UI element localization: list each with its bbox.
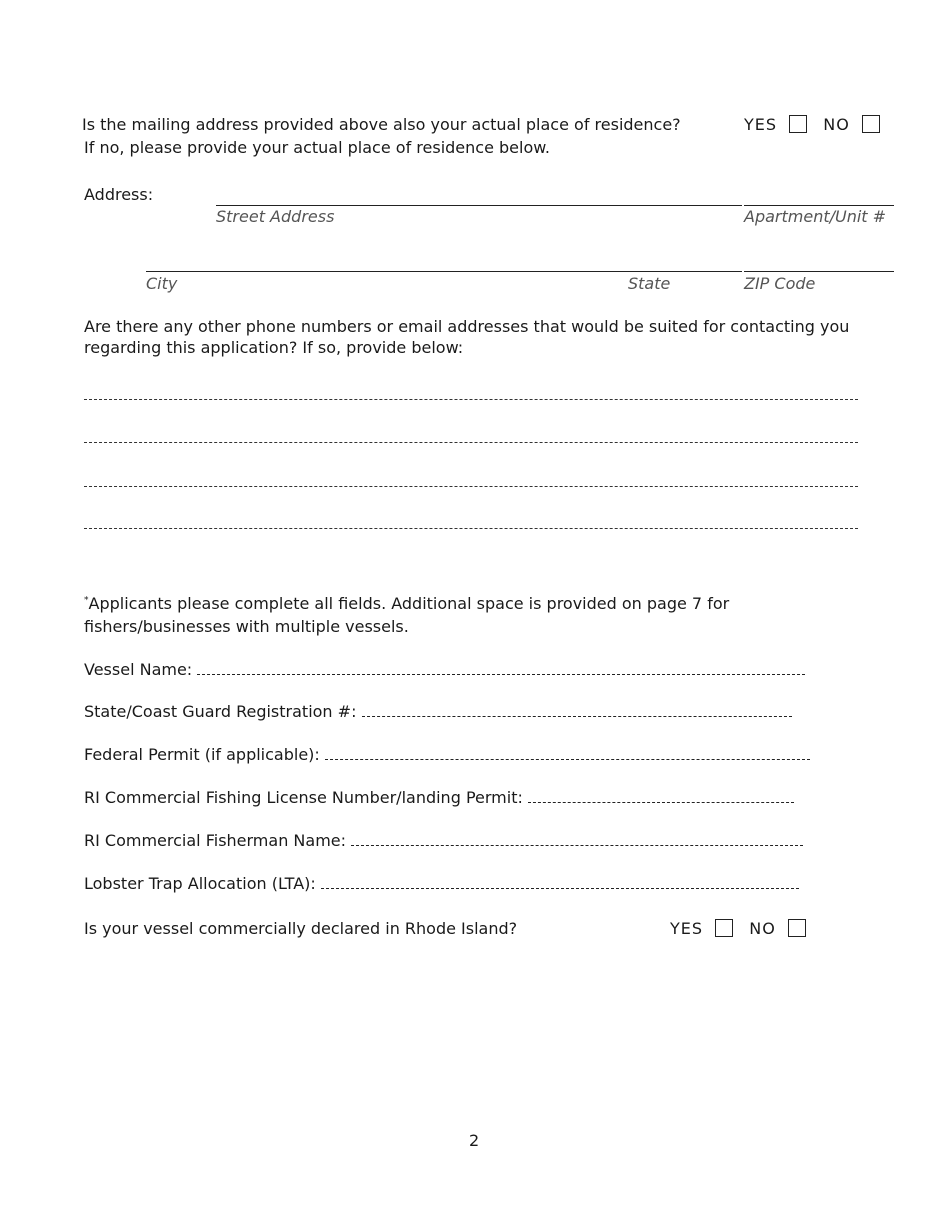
residence-yes-checkbox[interactable] <box>789 115 807 133</box>
fisherman-name-field: RI Commercial Fisherman Name: <box>84 831 803 850</box>
lta-field: Lobster Trap Allocation (LTA): <box>84 874 799 893</box>
residence-yes-no <box>744 115 880 134</box>
zip-caption: ZIP Code <box>744 274 816 293</box>
vessel-note-mark: * <box>84 595 89 606</box>
residence-no-checkbox[interactable] <box>862 115 880 133</box>
city-state-line[interactable] <box>146 271 742 272</box>
license-field: RI Commercial Fishing License Number/landing Permit: <box>84 788 794 807</box>
registration-field: State/Coast Guard Registration #: <box>84 702 792 721</box>
contact-blank-3[interactable] <box>84 486 858 487</box>
address-label: Address: <box>84 185 154 204</box>
registration-blank[interactable] <box>362 702 792 717</box>
residence-no-label: NO <box>823 115 850 134</box>
vessel-name-blank[interactable] <box>197 660 805 675</box>
vessel-name-field: Vessel Name: <box>84 660 805 679</box>
unit-caption: Apartment/Unit # <box>744 207 887 226</box>
contact-blank-2[interactable] <box>84 442 858 443</box>
residence-followup: If no, please provide your actual place of residence below. <box>84 138 550 157</box>
page-number: 2 <box>469 1131 480 1150</box>
federal-permit-blank[interactable] <box>325 745 810 760</box>
street-address-line[interactable] <box>216 205 742 206</box>
zip-line[interactable] <box>744 271 894 272</box>
declared-question: Is your vessel commercially declared in Rhode Island? <box>84 919 518 938</box>
license-blank[interactable] <box>528 788 794 803</box>
contact-blank-1[interactable] <box>84 399 858 400</box>
residence-yes-label: YES <box>744 115 778 134</box>
declared-yes-checkbox[interactable] <box>715 919 733 937</box>
vessel-note-line1: *Applicants please complete all fields. Additional space is provided on page 7 for <box>84 594 730 613</box>
contact-blank-4[interactable] <box>84 528 858 529</box>
fisherman-name-blank[interactable] <box>351 831 803 846</box>
lta-blank[interactable] <box>321 874 799 889</box>
unit-line[interactable] <box>744 205 894 206</box>
declared-yes-no <box>670 919 806 938</box>
declared-no-label: NO <box>749 919 776 938</box>
declared-yes-label: YES <box>670 919 704 938</box>
contacts-question-line2: regarding this application? If so, provide below: <box>84 338 464 357</box>
state-caption: State <box>628 274 671 293</box>
vessel-note-line2: fishers/businesses with multiple vessels. <box>84 617 409 636</box>
contacts-question-line1: Are there any other phone numbers or email addresses that would be suited for contacting you <box>84 317 850 336</box>
city-caption: City <box>146 274 178 293</box>
residence-question: Is the mailing address provided above also your actual place of residence? <box>82 115 681 134</box>
declared-no-checkbox[interactable] <box>788 919 806 937</box>
street-address-caption: Street Address <box>216 207 335 226</box>
federal-permit-field: Federal Permit (if applicable): <box>84 745 810 764</box>
